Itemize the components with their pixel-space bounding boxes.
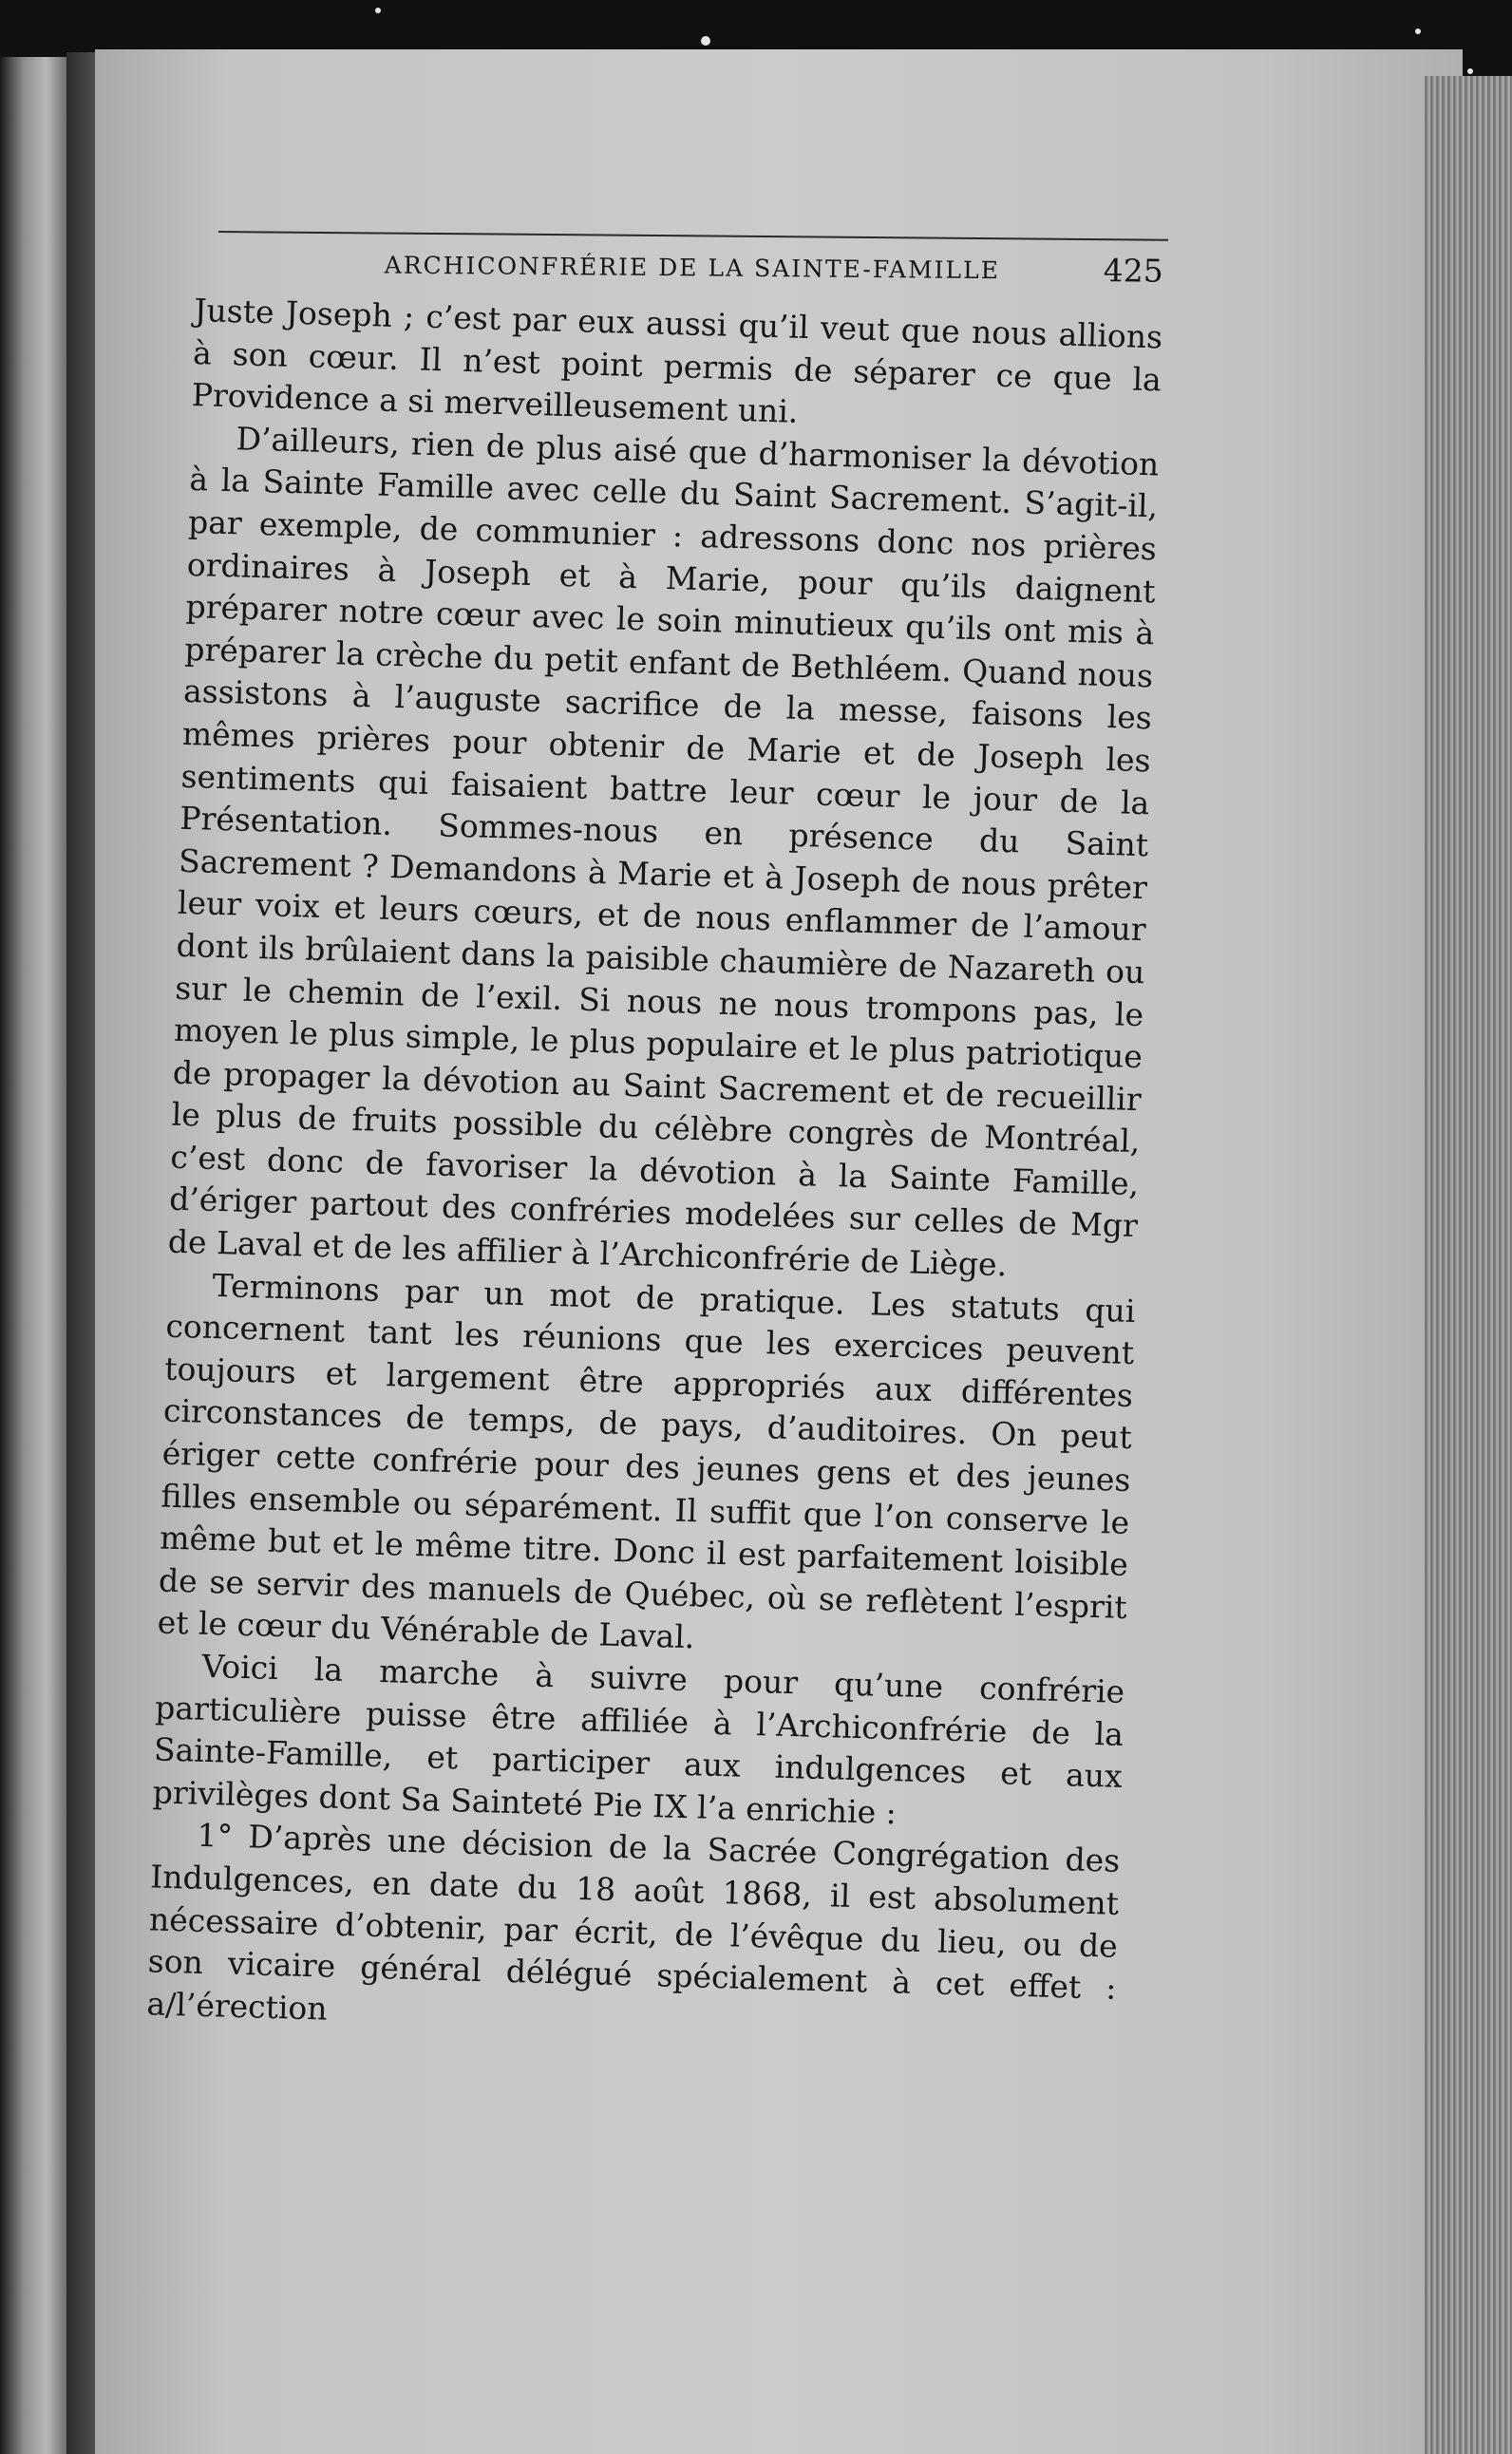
dust-speck	[701, 36, 710, 46]
dust-speck	[1467, 68, 1473, 74]
body-text	[146, 290, 1163, 2052]
paragraph: 1° D’après une décision de la Sacrée Congrégation des Indulgences, en date du 18 août 1868, il est absolument nécessaire d’obtenir, par écrit, de l’évêque du lieu, ou de son vicaire général délégué spécialement à cet effet : a/l’érection	[146, 1817, 1121, 2028]
paragraph: D’ailleurs, rien de plus aisé que d’harmoniser la dévotion à la Sainte Famille avec celle du Saint Sacrement. S’agit-il, par exemple, de communier : adressons donc nos prières ordinaires à Joseph et à Marie, pour qu’ils daignent préparer notre cœur avec le soin minutieux qu’ils ont mis à préparer la crèche du petit enfant de Bethléem. Quand nous assistons à l’auguste sacrifice de la messe, faisons les mêmes prières pour obtenir de Marie et de Joseph les sentiments qui faisaient battre leur cœur le jour de la Présentation. Sommes-nous en présence du Saint Sacrement ? Demandons à Marie et à Joseph de nous prêter leur voix et leurs cœurs, et de nous enflammer de l’amour dont ils brûlaient dans la paisible chaumière de Nazareth ou sur le chemin de l’exil. Si nous ne nous trompons pas, le moyen le plus simple, le plus populaire et le plus patriotique de propager la dévotion au Saint Sacrement et de recueillir le plus de fruits possible du célèbre congrès de Montréal, c’est donc de favoriser la dévotion à la Sainte Famille, d’ériger partout des confréries modelées sur celles de Mgr de Laval et de les affilier à l’Archiconfrérie de Liège.	[167, 420, 1160, 1284]
running-title: ARCHICONFRÉRIE DE LA SAINTE-FAMILLE	[384, 251, 1001, 285]
paragraph: Terminons par un mot de pratique. Les statuts qui concernent tant les réunions que les exercices peuvent toujours et largement être appropriés aux différentes circonstances de temps, de pays, d’auditoires. On peut ériger cette confrérie pour des jeunes gens et des jeunes filles ensemble ou séparément. Il suffit que l’on conserve le même but et le même titre. Donc il est parfaitement loisible de se servir des manuels de Québec, où se reflètent l’esprit et le cœur du Vénérable de Laval.	[157, 1266, 1136, 1656]
dust-speck	[375, 8, 381, 13]
paragraph: Juste Joseph ; c’est par eux aussi qu’il veut que nous allions à son cœur. Il n’est point permis de séparer ce que la Providence a si merveilleusement uni.	[191, 291, 1163, 430]
left-page-edge	[0, 57, 66, 2454]
page-header	[217, 233, 1167, 298]
page-stack-edge	[1425, 76, 1512, 2454]
page-number: 425	[1103, 252, 1163, 290]
paragraph: Voici la marche à suivre pour qu’une confrérie particulière puisse être affiliée à l’Archiconfrérie de la Sainte-Famille, et participer aux indulgences et aux privilèges dont Sa Sainteté Pie IX l’a enrichie :	[152, 1647, 1125, 1832]
dust-speck	[1415, 28, 1421, 34]
